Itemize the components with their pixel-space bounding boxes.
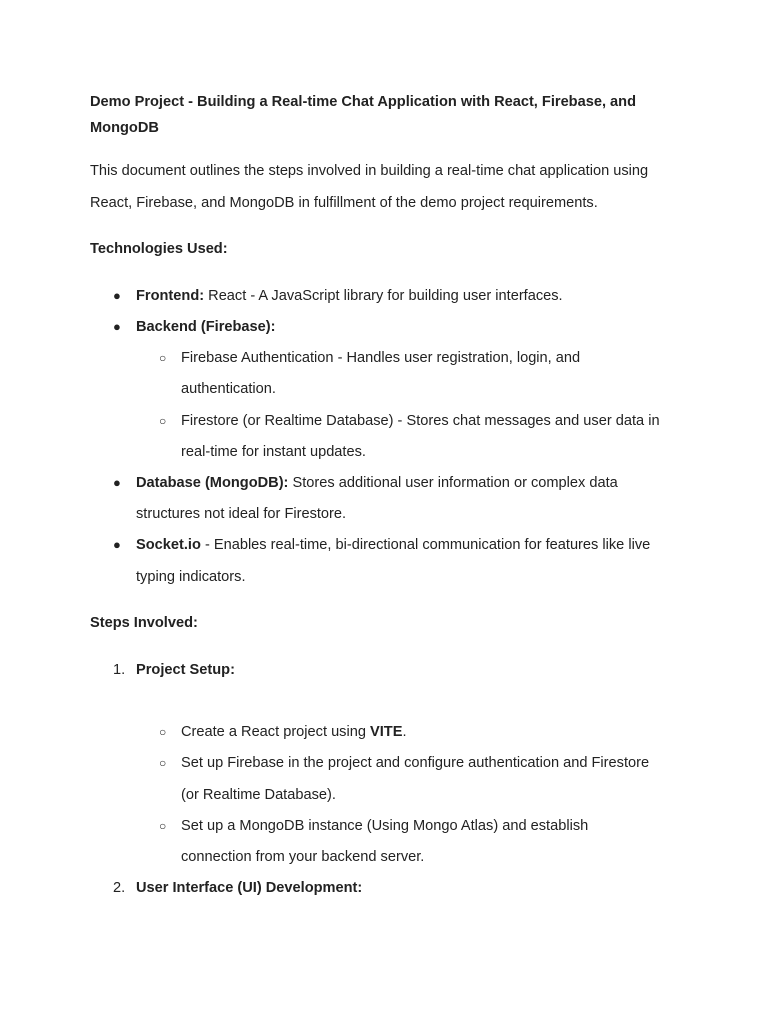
database-text-line2: structures not ideal for Firestore. [136,506,347,522]
bullet-icon: ● [113,288,121,303]
frontend-text: React - A JavaScript library for building user interfaces. [204,288,563,304]
frontend-label: Frontend: [136,288,205,304]
vite-label: VITE [370,724,403,740]
sub-item-firebase-auth-line1: Firebase Authentication - Handles user registration, login, and [181,350,581,366]
step-label: Project Setup: [136,662,235,678]
steps-heading: Steps Involved: [90,615,198,631]
step-project-setup [136,660,235,680]
technologies-heading: Technologies Used: [90,241,228,257]
bullet-icon: ● [113,475,121,490]
step-ui-development [136,878,362,898]
step-number: 2. [113,880,126,896]
list-item-database [136,473,618,493]
bullet-icon: ● [113,319,121,334]
list-item-frontend [136,286,563,306]
document-title: Demo Project - Building a Real-time Chat Application with React, Firebase, and MongoDB [90,94,637,136]
sub-item-firestore-line1: Firestore (or Realtime Database) - Stores chat messages and user data in [181,413,660,429]
sub-bullet-icon: ○ [159,725,167,739]
backend-label: Backend (Firebase): [136,319,276,335]
sub-item-firebase-setup-line2: (or Realtime Database). [181,787,336,803]
list-item-socket [136,535,650,555]
socket-text-line2: typing indicators. [136,569,246,585]
database-text-line1: Stores additional user information or complex data [288,475,618,491]
sub-bullet-icon: ○ [159,414,167,428]
sub-item-text: Create a React project using [181,724,371,740]
bullet-icon: ● [113,537,121,552]
sub-item-create-react [181,722,407,742]
sub-item-mongodb-line2: connection from your backend server. [181,849,425,865]
sub-bullet-icon: ○ [159,351,167,365]
sub-item-period: . [402,724,407,740]
step-number: 1. [113,662,126,678]
sub-bullet-icon: ○ [159,819,167,833]
list-item-backend [136,317,276,337]
database-label: Database (MongoDB): [136,475,289,491]
sub-bullet-icon: ○ [159,756,167,770]
socket-label: Socket.io [136,537,201,553]
socket-text-line1: - Enables real-time, bi-directional communication for features like live [200,537,651,553]
intro-paragraph: This document outlines the steps involved in building a real-time chat application using React, Firebase, and MongoDB in fulfillment of the demo project requirements. [90,163,649,211]
step-label: User Interface (UI) Development: [136,880,363,896]
sub-item-firebase-auth-line2: authentication. [181,381,276,397]
sub-item-firebase-setup-line1: Set up Firebase in the project and configure authentication and Firestore [181,755,650,771]
sub-item-firestore-line2: real-time for instant updates. [181,444,366,460]
sub-item-mongodb-line1: Set up a MongoDB instance (Using Mongo Atlas) and establish [181,818,589,834]
